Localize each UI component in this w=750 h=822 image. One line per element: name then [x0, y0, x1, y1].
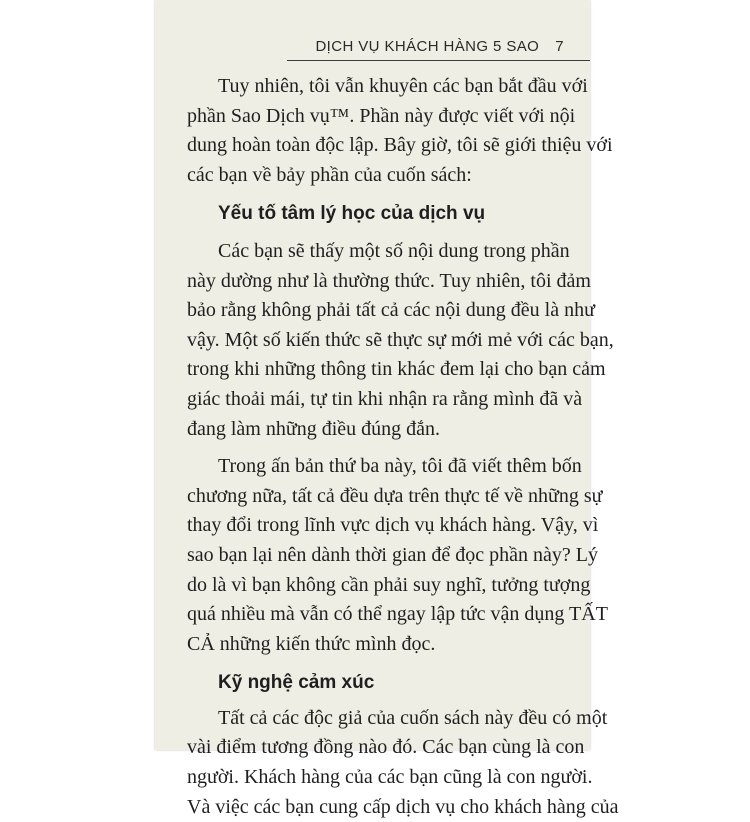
- running-title: DỊCH VỤ KHÁCH HÀNG 5 SAO: [315, 38, 540, 55]
- section-heading-emotional-engineering: Kỹ nghệ cảm xúc: [218, 672, 375, 694]
- text-line: do là vì bạn không cần phải suy nghĩ, tưởng tượng: [187, 573, 591, 596]
- paragraph-intro: [187, 72, 613, 190]
- text-line: đang làm những điều đúng đắn.: [187, 417, 441, 440]
- text-line: quá nhiều mà vẫn có thể ngay lập tức vận dụng TẤT: [187, 603, 608, 626]
- text-line: trong khi những thông tin khác đem lại cho bạn cảm: [187, 358, 606, 381]
- book-page: [155, 0, 619, 818]
- text-line: Tất cả các độc giả của cuốn sách này đều có một: [218, 706, 608, 729]
- paragraph-third-edition: [187, 452, 608, 659]
- text-line: CẢ những kiến thức mình đọc.: [187, 632, 436, 655]
- body-text: [187, 72, 619, 822]
- text-line: người. Khách hàng của các bạn cũng là con người.: [187, 766, 593, 789]
- header-rule: [287, 60, 590, 61]
- text-line: vậy. Một số kiến thức sẽ thực sự mới mẻ với các bạn,: [187, 328, 614, 351]
- text-line: sao bạn lại nên dành thời gian để đọc phần này? Lý: [187, 543, 599, 566]
- text-line: Trong ấn bản thứ ba này, tôi đã viết thêm bốn: [218, 455, 582, 478]
- text-line: dung hoàn toàn độc lập. Bây giờ, tôi sẽ giới thiệu với: [187, 134, 613, 157]
- paragraph-emotional: [187, 704, 619, 822]
- section-heading-service-psychology: Yếu tố tâm lý học của dịch vụ: [218, 203, 486, 225]
- text-line: các bạn về bảy phần của cuốn sách:: [187, 163, 472, 186]
- text-line: thay đổi trong lĩnh vực dịch vụ khách hàng. Vậy, vì: [187, 514, 599, 537]
- text-line: này dường như là thường thức. Tuy nhiên, tôi đảm: [187, 269, 591, 292]
- running-header: [315, 38, 564, 55]
- text-line: Các bạn sẽ thấy một số nội dung trong phần: [218, 239, 570, 262]
- text-line: Và việc các bạn cung cấp dịch vụ cho khách hàng của: [187, 795, 619, 818]
- text-line: phần Sao Dịch vụ™. Phần này được viết với nội: [187, 104, 576, 127]
- text-line: giác thoải mái, tự tin khi nhận ra rằng mình đã và: [187, 387, 583, 410]
- page-number: 7: [555, 38, 564, 55]
- text-line: chương nữa, tất cả đều dựa trên thực tế về những sự: [187, 484, 603, 507]
- text-line: bảo rằng không phải tất cả các nội dung đều là như: [187, 299, 595, 322]
- paragraph-psychology: [187, 237, 614, 444]
- text-line: vài điểm tương đồng nào đó. Các bạn cùng là con: [187, 736, 585, 759]
- text-line: Tuy nhiên, tôi vẫn khuyên các bạn bắt đầu với: [218, 75, 588, 97]
